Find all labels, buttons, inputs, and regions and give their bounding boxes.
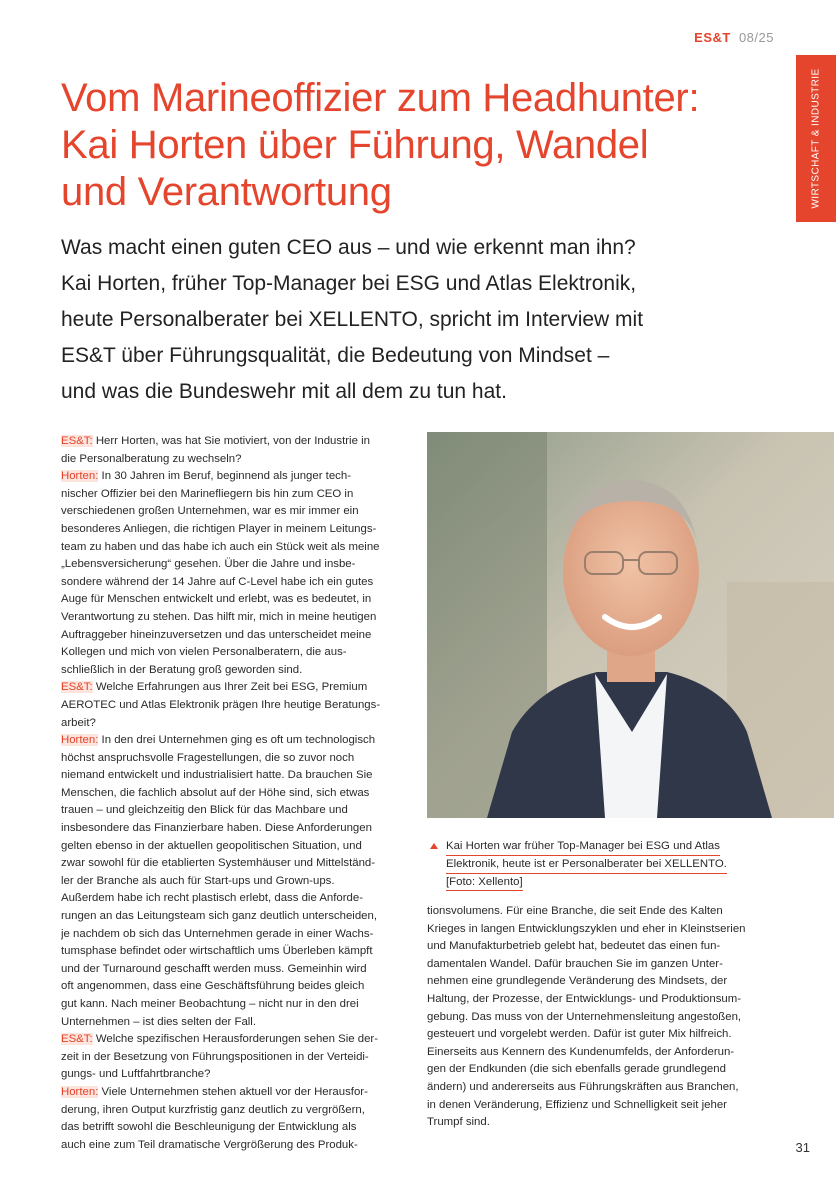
body-text: auch eine zum Teil dramatische Vergrößerung des Produk- — [61, 1138, 358, 1151]
body-line — [61, 1137, 409, 1155]
headline-line: und Verantwortung — [61, 170, 392, 214]
body-line — [61, 767, 409, 785]
body-text: Kollegen und mich von vielen Personalberatern, die aus- — [61, 646, 347, 659]
lead-line: heute Personalberater bei XELLENTO, spricht im Interview mit — [61, 308, 644, 331]
body-line: Krieges in langen Entwicklungszyklen und eher in Kleinstserien — [427, 922, 746, 935]
headline-line: Kai Horten über Führung, Wandel — [61, 123, 649, 167]
body-line — [61, 838, 409, 856]
body-text: Verantwortung zu stehen. Das hilft mir, mich in meine heutigen — [61, 610, 377, 623]
section-tab — [796, 55, 836, 222]
article-headline — [61, 75, 781, 216]
body-text: derung, ihren Output kurzfristig ganz deutlich zu vergrößern, — [61, 1103, 365, 1116]
body-line — [61, 890, 409, 908]
body-line — [61, 697, 409, 715]
body-line — [61, 802, 409, 820]
speaker-label: Horten: — [61, 734, 99, 747]
caption-arrow-icon — [430, 843, 438, 849]
body-text: nischer Offizier bei den Marinefliegern bis hin zum CEO in — [61, 487, 354, 500]
body-line — [61, 750, 409, 768]
body-line: in denen Veränderung, Effizienz und Schnelligkeit seit jeher — [427, 1098, 727, 1111]
body-line — [61, 1014, 409, 1032]
speaker-label: Horten: — [61, 470, 99, 483]
body-text: schließlich in der Beratung groß geworden sind. — [61, 663, 303, 676]
body-text: Auftraggeber hineinzuversetzen und das unterscheidet meine — [61, 628, 372, 641]
body-line — [61, 855, 409, 873]
issue-number: 08/25 — [738, 30, 774, 45]
magazine-brand: ES&T — [694, 30, 731, 45]
lead-line: Was macht einen guten CEO aus – und wie erkennt man ihn? — [61, 236, 636, 259]
portrait-photo — [427, 432, 834, 818]
body-line — [61, 1119, 409, 1137]
body-text: höchst anspruchsvolle Fragestellungen, die so zuvor noch — [61, 751, 355, 764]
body-line: ändern) und andererseits aus Führungskräften aus Branchen, — [427, 1080, 739, 1093]
body-line: Einerseits aus Kennern des Kundenumfelds, der Anforderun- — [427, 1045, 735, 1058]
body-line — [61, 1031, 409, 1049]
body-line: Haltung, der Prozesse, der Entwicklungs- und Produktionsum- — [427, 992, 742, 1005]
body-line: gebung. Das muss von der Unternehmensleitung angestoßen, — [427, 1010, 742, 1023]
body-text: zeit in der Besetzung von Führungspositionen in der Verteidi- — [61, 1050, 369, 1063]
body-line: und Manufakturbetrieb gelebt hat, bedeutet das einen fun- — [427, 940, 721, 953]
body-text: insbesondere das Finanzierbare haben. Diese Anforderungen — [61, 822, 372, 835]
body-text: niemand entwickelt und industrialisiert hatte. Da brauchen Sie — [61, 769, 373, 782]
body-line — [61, 908, 409, 926]
body-text: verschiedenen großen Unternehmen, war es mir immer ein — [61, 505, 359, 518]
body-text: Welche Erfahrungen aus Ihrer Zeit bei ESG, Premium — [92, 681, 368, 694]
body-line — [61, 468, 409, 486]
caption-line: [Foto: Xellento] — [446, 874, 523, 892]
body-text: sondere während der 14 Jahre auf C-Level habe ich ein gutes — [61, 575, 374, 588]
body-text: Herr Horten, was hat Sie motiviert, von der Industrie in — [92, 435, 370, 447]
body-line — [61, 996, 409, 1014]
body-text: Unternehmen – ist dies selten der Fall. — [61, 1015, 257, 1028]
body-line: damentalen Wandel. Dafür brauchen Sie im ganzen Unter- — [427, 957, 723, 970]
body-line — [61, 785, 409, 803]
body-text: die Personalberatung zu wechseln? — [61, 452, 242, 465]
body-line: gen der Endkunden (die sich ebenfalls gerade grundlegend — [427, 1063, 726, 1076]
body-text: Welche spezifischen Herausforderungen sehen Sie der- — [92, 1033, 379, 1046]
body-text: team zu haben und das habe ich auch ein Stück weit als meine — [61, 540, 380, 553]
body-line — [61, 574, 409, 592]
body-line — [61, 662, 409, 680]
body-text: zwar sowohl für die etablierten Systemhäuser und Mittelständ- — [61, 857, 376, 870]
body-column-right — [427, 903, 779, 1132]
speaker-label: Horten: — [61, 1085, 99, 1098]
masthead — [694, 30, 774, 45]
body-text: gungs- und Luftfahrtbranche? — [61, 1068, 211, 1081]
body-line — [61, 521, 409, 539]
body-text: das betrifft sowohl die Beschleunigung der Entwicklung als — [61, 1121, 357, 1134]
body-line — [61, 732, 409, 750]
body-line — [61, 1066, 409, 1084]
body-line — [61, 556, 409, 574]
body-line — [61, 820, 409, 838]
body-line — [61, 1084, 409, 1102]
article-lead — [61, 230, 801, 410]
speaker-label: ES&T: — [61, 435, 93, 447]
body-line: gesteuert und vorgelebt werden. Dafür ist guter Mix hilfreich. — [427, 1028, 732, 1041]
body-text: oft angenommen, dass eine Geschäftsführung beides gleich — [61, 980, 365, 993]
caption-line: Elektronik, heute ist er Personalberater bei XELLENTO. — [446, 856, 727, 874]
body-line — [61, 926, 409, 944]
body-line — [61, 715, 409, 733]
body-line — [61, 1102, 409, 1120]
body-text: Auge für Menschen entwickelt und erlebt, was es bedeutet, in — [61, 593, 372, 606]
body-text: je nachdem ob sich das Unternehmen gerade in einer Wachs- — [61, 927, 374, 940]
body-line: tionsvolumens. Für eine Branche, die seit Ende des Kalten — [427, 905, 723, 917]
lead-line: und was die Bundeswehr mit all dem zu tun hat. — [61, 380, 507, 403]
lead-line: Kai Horten, früher Top-Manager bei ESG und Atlas Elektronik, — [61, 272, 637, 295]
body-line — [61, 503, 409, 521]
body-line: nehmen eine grundlegende Veränderung des Mindsets, der — [427, 975, 728, 988]
body-text: trauen – und gleichzeitig den Blick für das Machbare und — [61, 804, 348, 817]
body-line — [61, 873, 409, 891]
body-line — [61, 451, 409, 469]
body-column-left — [61, 433, 409, 1154]
photo-caption — [430, 838, 780, 891]
body-text: AEROTEC und Atlas Elektronik prägen Ihre heutige Beratungs- — [61, 698, 381, 711]
caption-line: Kai Horten war früher Top-Manager bei ESG und Atlas — [446, 838, 720, 856]
body-line — [61, 539, 409, 557]
body-text: Viele Unternehmen stehen aktuell vor der Herausfor- — [98, 1085, 368, 1098]
body-line — [61, 627, 409, 645]
body-text: In 30 Jahren im Beruf, beginnend als junger tech- — [98, 470, 352, 483]
body-text: ler der Branche als auch für Start-ups und Grown-ups. — [61, 874, 335, 887]
body-line — [61, 609, 409, 627]
page-number: 31 — [795, 1140, 810, 1155]
body-text: rungen an das Leitungsteam sich ganz deutlich unterscheiden, — [61, 910, 377, 923]
body-text: gelten ebenso in der aktuellen geopolitischen Situation, und — [61, 839, 362, 852]
headline-line: Vom Marineoffizier zum Headhunter: — [61, 76, 700, 120]
body-line — [61, 433, 409, 451]
body-line — [61, 943, 409, 961]
body-text: Außerdem habe ich recht plastisch erlebt, dass die Anforde- — [61, 892, 364, 905]
speaker-label: ES&T: — [61, 1033, 93, 1046]
body-text: „Lebensversicherung“ gesehen. Über die Jahre und insbe- — [61, 558, 356, 571]
body-line — [61, 961, 409, 979]
body-text: arbeit? — [61, 716, 96, 729]
body-line — [61, 591, 409, 609]
body-line: Trumpf sind. — [427, 1116, 490, 1129]
section-tab-label: WIRTSCHAFT & INDUSTRIE — [810, 68, 822, 209]
body-line — [61, 1049, 409, 1067]
body-text: Menschen, die fachlich absolut auf der Höhe sind, sich etwas — [61, 786, 370, 799]
body-line — [61, 644, 409, 662]
body-text: besonderes Anliegen, die richtigen Player in meinem Leitungs- — [61, 522, 377, 535]
speaker-label: ES&T: — [61, 681, 93, 694]
body-text: gut kann. Nach meiner Beobachtung – nicht nur in den drei — [61, 998, 359, 1010]
body-text: In den drei Unternehmen ging es oft um technologisch — [98, 734, 376, 747]
body-line — [61, 679, 409, 697]
body-line — [61, 486, 409, 504]
body-text: tumsphase befindet oder wirtschaftlich ums Überleben kämpft — [61, 945, 373, 958]
body-text: und der Turnaround geschafft werden muss. Gemeinhin wird — [61, 962, 367, 975]
lead-line: ES&T über Führungsqualität, die Bedeutung von Mindset – — [61, 344, 610, 367]
body-line — [61, 978, 409, 996]
